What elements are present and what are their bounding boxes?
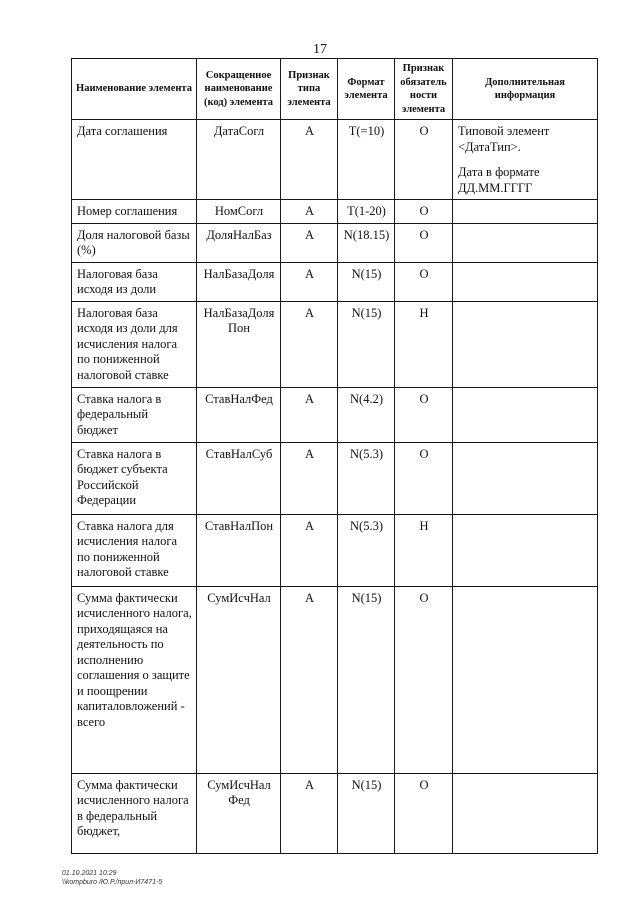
- table-row: [72, 120, 598, 200]
- cell-type: А: [281, 387, 338, 442]
- cell-format: N(5.3): [338, 514, 395, 586]
- cell-type: А: [281, 773, 338, 853]
- cell-code: НалБазаДоля Пон: [197, 301, 281, 387]
- cell-required: О: [395, 120, 453, 200]
- cell-info: [453, 773, 598, 853]
- cell-required: О: [395, 200, 453, 224]
- cell-format: N(15): [338, 301, 395, 387]
- cell-required: О: [395, 387, 453, 442]
- cell-required: О: [395, 773, 453, 853]
- cell-format: Т(1-20): [338, 200, 395, 224]
- cell-code: СумИсчНал Фед: [197, 773, 281, 853]
- document-footer: [62, 869, 162, 887]
- cell-name: Сумма фактически исчисленного налога, приходящаяся на деятельность по исполнению соглашения о защите и поощрении капиталовложений - всего: [72, 586, 197, 773]
- cell-type: А: [281, 200, 338, 224]
- footer-file-path: \\kompburo /Ю.Р./прил-И7471-5: [62, 879, 163, 886]
- header-element-format: Формат элемента: [338, 59, 395, 120]
- cell-format: N(15): [338, 262, 395, 301]
- cell-code: НомСогл: [197, 200, 281, 224]
- table-row: [72, 301, 598, 387]
- cell-type: А: [281, 262, 338, 301]
- cell-format: N(15): [338, 586, 395, 773]
- cell-info: [453, 262, 598, 301]
- footer-timestamp: 01.10.2021 10:29: [62, 870, 117, 877]
- cell-name: Дата соглашения: [72, 120, 197, 200]
- cell-info: [453, 200, 598, 224]
- header-element-name: Наименование элемента: [72, 59, 197, 120]
- table-header-row: [72, 59, 598, 120]
- cell-name: Сумма фактически исчисленного налога в федеральный бюджет,: [72, 773, 197, 853]
- cell-type: А: [281, 223, 338, 262]
- cell-code: СтавНалФед: [197, 387, 281, 442]
- cell-name: Налоговая база исходя из доли для исчисления налога по пониженной налоговой ставке: [72, 301, 197, 387]
- table-row: [72, 514, 598, 586]
- cell-info: [453, 442, 598, 514]
- cell-format: N(15): [338, 773, 395, 853]
- cell-code: ДатаСогл: [197, 120, 281, 200]
- cell-format: Т(=10): [338, 120, 395, 200]
- cell-name: Налоговая база исходя из доли: [72, 262, 197, 301]
- cell-format: N(4.2): [338, 387, 395, 442]
- cell-format: N(5.3): [338, 442, 395, 514]
- header-element-required: Признак обязатель ности элемента: [395, 59, 453, 120]
- cell-required: Н: [395, 301, 453, 387]
- cell-name: Доля налоговой базы (%): [72, 223, 197, 262]
- cell-required: О: [395, 223, 453, 262]
- cell-name: Ставка налога в федеральный бюджет: [72, 387, 197, 442]
- cell-info: [453, 301, 598, 387]
- header-element-type: Признак типа элемента: [281, 59, 338, 120]
- cell-required: О: [395, 586, 453, 773]
- cell-type: А: [281, 442, 338, 514]
- cell-code: НалБазаДоля: [197, 262, 281, 301]
- cell-name: Номер соглашения: [72, 200, 197, 224]
- cell-code: СтавНалПон: [197, 514, 281, 586]
- table-row: [72, 387, 598, 442]
- cell-type: А: [281, 301, 338, 387]
- cell-type: А: [281, 514, 338, 586]
- cell-info: [453, 514, 598, 586]
- cell-format: N(18.15): [338, 223, 395, 262]
- header-additional-info: Дополнительная информация: [453, 59, 598, 120]
- cell-info: [453, 387, 598, 442]
- table-row: [72, 262, 598, 301]
- cell-name: Ставка налога для исчисления налога по пониженной налоговой ставке: [72, 514, 197, 586]
- cell-type: А: [281, 586, 338, 773]
- cell-code: СумИсчНал: [197, 586, 281, 773]
- cell-code: СтавНалСуб: [197, 442, 281, 514]
- table-row: [72, 442, 598, 514]
- cell-name: Ставка налога в бюджет субъекта Российской Федерации: [72, 442, 197, 514]
- table-row: [72, 773, 598, 853]
- table-row: [72, 223, 598, 262]
- info-line: Дата в формате ДД.ММ.ГГГГ: [458, 165, 540, 195]
- header-element-code: Сокращенное наименование (код) элемента: [197, 59, 281, 120]
- table-row: [72, 586, 598, 773]
- cell-code: ДоляНалБаз: [197, 223, 281, 262]
- cell-required: Н: [395, 514, 453, 586]
- cell-required: О: [395, 442, 453, 514]
- cell-info: [453, 120, 598, 200]
- cell-info: [453, 223, 598, 262]
- cell-info: [453, 586, 598, 773]
- info-line: Типовой элемент <ДатаТип>.: [458, 124, 550, 154]
- cell-required: О: [395, 262, 453, 301]
- cell-type: А: [281, 120, 338, 200]
- specification-table: [71, 58, 598, 854]
- page-number: 17: [313, 42, 327, 57]
- table-row: [72, 200, 598, 224]
